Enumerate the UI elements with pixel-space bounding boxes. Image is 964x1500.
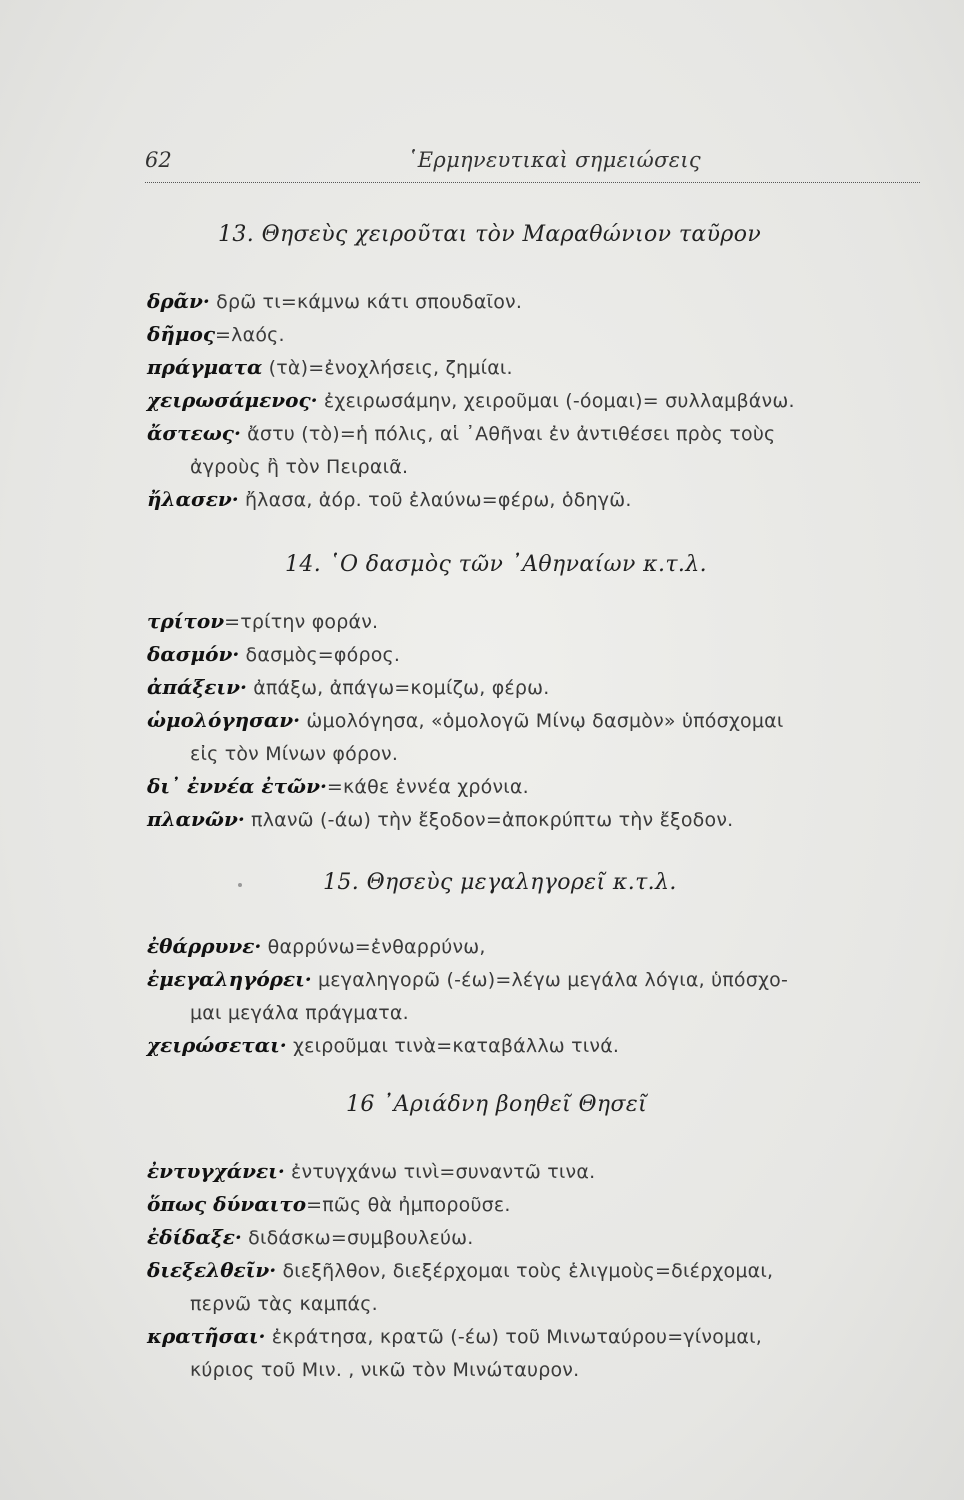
gloss-definition: θαρρύνω=ἐνθαρρύνω,: [261, 936, 486, 958]
gloss-term: ἄστεως·: [147, 421, 241, 445]
list-item: [147, 285, 917, 318]
gloss-term: ἐμεγαληγόρει·: [147, 967, 312, 991]
gloss-definition: περνῶ τὰς καμπάς.: [190, 1293, 378, 1315]
list-item: [147, 704, 917, 737]
gloss-term: τρίτον: [147, 609, 225, 633]
gloss-definition: ἐντυγχάνω τινὶ=συναντῶ τινα.: [284, 1161, 596, 1183]
gloss-term: ἐδίδαξε·: [147, 1225, 242, 1249]
gloss-term: ἀπάξειν·: [147, 675, 247, 699]
gloss-term: διεξελθεῖν·: [147, 1258, 277, 1282]
list-item: [147, 318, 917, 351]
list-item: [147, 1254, 917, 1287]
section-14-entries: [147, 605, 917, 836]
gloss-definition: (τὰ)=ἐνοχλήσεις, ζημίαι.: [262, 357, 513, 379]
list-item: [147, 351, 917, 384]
section-13-entries: [147, 285, 917, 516]
gloss-definition: ἀγροὺς ἢ τὸν Πειραιᾶ.: [190, 456, 409, 478]
running-title: ῾Ερμηνευτικαὶ σημειώσεις: [407, 148, 701, 172]
gloss-term: δρᾶν·: [147, 289, 210, 313]
list-item: [147, 803, 917, 836]
list-item: [147, 1029, 917, 1062]
gloss-definition: ἐκράτησα, κρατῶ (-έω) τοῦ Μινωταύρου=γίνομαι,: [265, 1326, 762, 1348]
list-item: [147, 605, 917, 638]
gloss-term: ὅπως δύναιτο: [147, 1192, 307, 1216]
section-title-15: 15. Θησεὺς μεγαληγορεῖ κ.τ.λ.: [323, 870, 677, 895]
list-item: [147, 638, 917, 671]
section-title-16: 16 ᾿Αριάδνη βοηθεῖ Θησεῖ: [346, 1092, 648, 1117]
list-item: [147, 417, 917, 450]
gloss-term: ἐντυγχάνει·: [147, 1159, 285, 1183]
list-item: [147, 963, 917, 996]
gloss-definition: ὡμολόγησα, «ὁμολογῶ Μίνῳ δασμὸν» ὑπόσχομαι: [300, 710, 784, 732]
list-item: [147, 384, 917, 417]
gloss-definition: διεξῆλθον, διεξέρχομαι τοὺς ἑλιγμοὺς=διέρχομαι,: [276, 1260, 774, 1282]
gloss-term: δι᾿ ἐννέα ἐτῶν·: [147, 774, 327, 798]
gloss-definition: =κάθε ἐννέα χρόνια.: [326, 776, 529, 798]
list-item: [147, 671, 917, 704]
section-15-entries: [147, 930, 917, 1062]
gloss-term: πλανῶν·: [147, 807, 245, 831]
gloss-definition: ἤλασα, ἀόρ. τοῦ ἐλαύνω=φέρω, ὁδηγῶ.: [238, 489, 632, 511]
gloss-definition: μεγαληγορῶ (-έω)=λέγω μεγάλα λόγια, ὑπόσχο-: [311, 969, 789, 991]
gloss-term: κρατῆσαι·: [147, 1324, 266, 1348]
gloss-term: ἐθάρρυνε·: [147, 934, 262, 958]
gloss-definition: δρῶ τι=κάμνω κάτι σπουδαῖον.: [209, 291, 523, 313]
ink-speck: [238, 883, 242, 887]
list-item-continuation: [147, 450, 917, 483]
list-item: [147, 1320, 917, 1353]
gloss-term: χειρωσάμενος·: [147, 388, 318, 412]
gloss-term: δασμόν·: [147, 642, 240, 666]
list-item-continuation: [147, 1287, 917, 1320]
page-number: 62: [145, 148, 172, 172]
list-item: [147, 770, 917, 803]
section-16-entries: [147, 1155, 917, 1386]
page-header: [145, 148, 920, 183]
gloss-term: ὡμολόγησαν·: [147, 708, 301, 732]
gloss-definition: διδάσκω=συμβουλεύω.: [241, 1227, 474, 1249]
list-item: [147, 1155, 917, 1188]
gloss-definition: χειροῦμαι τινὰ=καταβάλλω τινά.: [286, 1035, 620, 1057]
gloss-term: ἤλασεν·: [147, 487, 239, 511]
gloss-term: πράγματα: [147, 355, 263, 379]
gloss-definition: μαι μεγάλα πράγματα.: [190, 1002, 409, 1024]
gloss-definition: =λαός.: [215, 324, 285, 346]
list-item: [147, 1221, 917, 1254]
gloss-definition: δασμὸς=φόρος.: [239, 644, 401, 666]
list-item: [147, 930, 917, 963]
gloss-definition: ἀπάξω, ἀπάγω=κομίζω, φέρω.: [246, 677, 550, 699]
section-title-13: 13. Θησεὺς χειροῦται τὸν Μαραθώνιον ταῦρον: [218, 222, 762, 247]
gloss-definition: κύριος τοῦ Μιν. , νικῶ τὸν Μινώταυρον.: [190, 1359, 580, 1381]
section-title-14: 14. ῾Ο δασμὸς τῶν ᾿Αθηναίων κ.τ.λ.: [285, 552, 708, 577]
gloss-term: δῆμος: [147, 322, 216, 346]
gloss-definition: πλανῶ (-άω) τὴν ἔξοδον=ἀποκρύπτω τὴν ἔξοδον.: [244, 809, 734, 831]
gloss-definition: ἐχειρωσάμην, χειροῦμαι (-όομαι)= συλλαμβάνω.: [317, 390, 795, 412]
gloss-term: χειρώσεται·: [147, 1033, 287, 1057]
gloss-definition: ἄστυ (τὸ)=ἡ πόλις, αἱ ᾿Αθῆναι ἐν ἀντιθέσει πρὸς τοὺς: [240, 423, 776, 445]
list-item-continuation: [147, 996, 917, 1029]
gloss-definition: =πῶς θὰ ἠμποροῦσε.: [306, 1194, 511, 1216]
list-item: [147, 1188, 917, 1221]
gloss-definition: =τρίτην φοράν.: [224, 611, 379, 633]
list-item-continuation: [147, 1353, 917, 1386]
list-item: [147, 483, 917, 516]
list-item-continuation: [147, 737, 917, 770]
gloss-definition: εἰς τὸν Μίνων φόρον.: [190, 743, 399, 765]
